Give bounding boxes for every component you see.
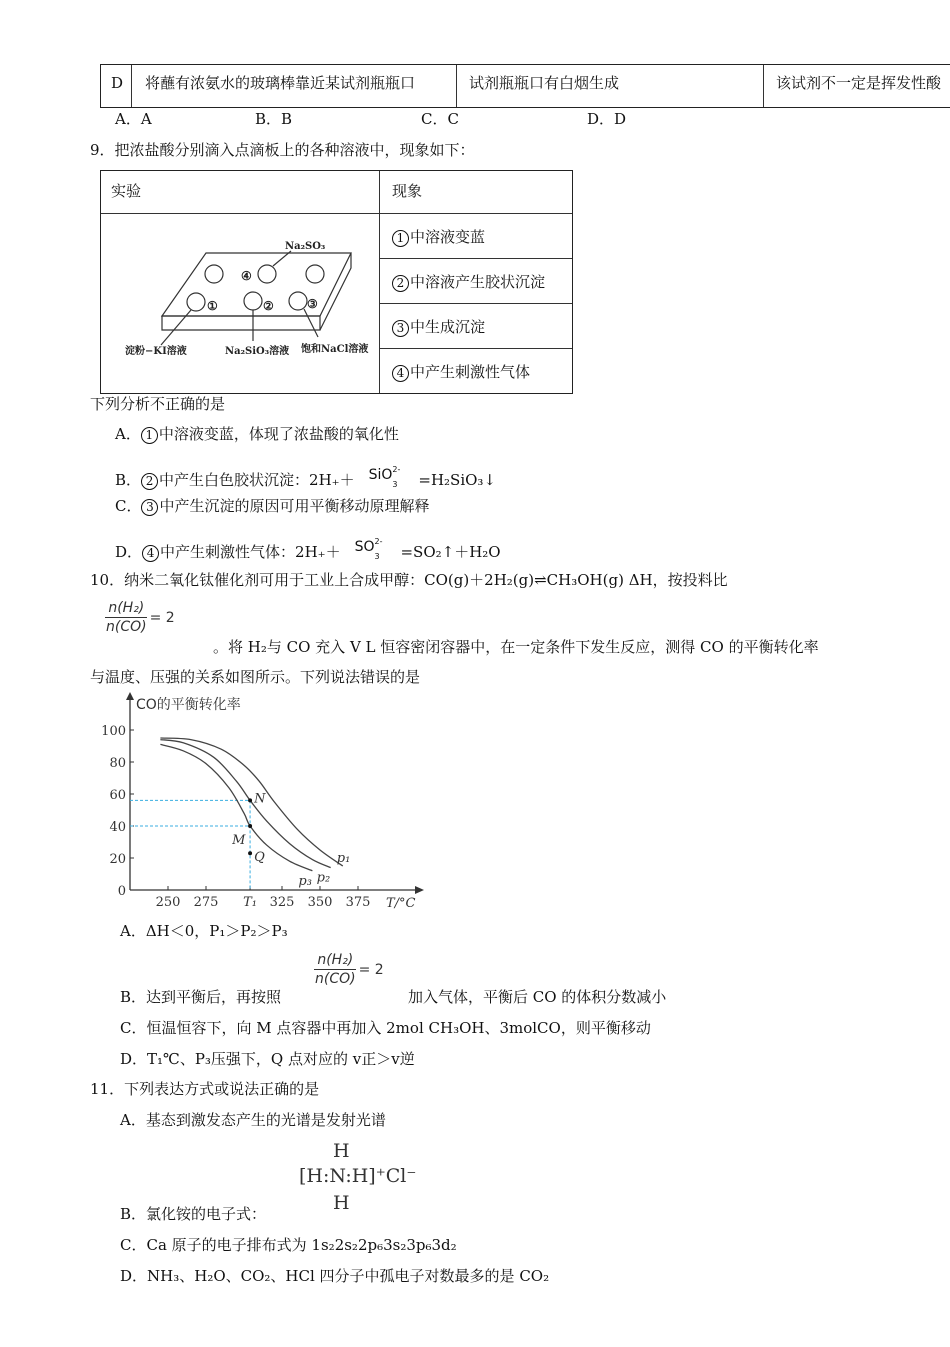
label-starch-ki: 淀粉−KI溶液 [125,346,187,357]
row-label: D [111,74,124,92]
y-tick-label: 60 [109,788,126,803]
q9-question: 下列分析不正确的是 [90,395,226,413]
phenomenon-1: 1 中溶液变蓝 [382,221,495,253]
option-c: C．C [421,110,459,128]
q10-option-d: D．T₁℃、P₃压强下，Q 点对应的 v正＞v逆 [120,1050,415,1068]
x-tick-label: 375 [345,895,371,910]
q10-option-c: C．恒温恒容下，向 M 点容器中再加入 2mol CH₃OH、3molCO，则平衡移动 [120,1019,651,1037]
point-m [248,824,252,828]
x-tick-label: 325 [269,895,295,910]
q11-stem: 11．下列表达方式或说法正确的是 [90,1080,320,1098]
q10-stem-2: 。将 H₂与 CO 充入 V L 恒容密闭容器中，在一定条件下发生反应，测得 CO 的平衡转化率 [213,638,819,656]
curve-p2 [160,740,330,868]
feed-ratio-fraction: $\frac{\text{n(H₂)}}{n(CO)}$ = 2 [106,600,175,635]
q9-option-c: C． 3 中产生沉淀的原因可用平衡移动原理解释 [115,497,430,515]
y-tick-label: 0 [117,884,126,899]
feed-ratio-fraction-b: $\frac{\text{n(H₂)}}{n(CO)}$ = 2 [315,952,384,987]
q11-option-b: B．氯化铵的电子式： [120,1205,267,1223]
q10-option-a: A．ΔH＜0，P₁＞P₂＞P₃ [120,922,288,940]
x-tick-label: T₁ [243,895,258,910]
svg-text:②: ② [263,299,274,313]
phenomenon-cell: 试剂瓶瓶口有白烟生成 [469,74,620,92]
q11-option-a: A．基态到激发态产生的光谱是发射光谱 [120,1111,386,1129]
y-tick-label: 80 [109,756,126,771]
option-b: B．B [255,110,293,128]
x-tick-label: 250 [155,895,181,910]
point-n [248,798,252,802]
header-experiment: 实验 [111,182,142,200]
y-axis-label: CO的平衡转化率 [136,697,241,713]
formula-bottom-h: H [333,1192,350,1214]
series-label: p₂ [316,870,331,886]
svg-text:③: ③ [307,297,318,311]
x-axis-arrow [415,886,424,894]
label-nacl: 饱和NaCl溶液 [301,344,369,355]
ammonium-chloride-formula: [H:N:H]⁺Cl⁻ [299,1165,417,1187]
y-tick-label: 40 [109,820,126,835]
conversion-chart [100,690,430,915]
phenomenon-2: 2 中溶液产生胶状沉淀 [382,266,555,298]
series-label: p₃ [298,873,312,889]
option-d: D．D [587,110,627,128]
formula-top-h: H [333,1140,350,1162]
header-phenomenon: 现象 [392,182,423,200]
point-label: Q [254,850,265,866]
spot-plate-figure [101,213,379,393]
q10-option-b-pre: B．达到平衡后，再按照 [120,988,282,1006]
point-q [248,851,252,855]
q9-option-a: A． 1 中溶液变蓝，体现了浓盐酸的氧化性 [115,425,399,443]
sulfite-ion: SO 2- 3 [354,537,383,561]
y-tick-label: 20 [109,852,126,867]
label-na2sio3: Na₂SiO₃溶液 [225,346,290,357]
phenomenon-4: 4 中产生刺激性气体 [382,356,540,388]
q10-option-b-post: 加入气体，平衡后 CO 的体积分数减小 [408,988,667,1006]
conclusion-cell: 该试剂不一定是挥发性酸 [776,74,942,92]
q11-option-c: C．Ca 原子的电子排布式为 1s₂2s₂2p₆3s₂3p₆3d₂ [120,1236,457,1254]
option-a: A．A [115,110,152,128]
q9-option-d: D． 4 中产生刺激性气体：2H₊＋ SO 2- 3 =SO₂↑＋H₂O [115,537,501,561]
answer-table-row-d [100,64,950,108]
q9-table [100,170,573,394]
q11-option-d: D．NH₃、H₂O、CO₂、HCl 四分子中孤电子对数最多的是 CO₂ [120,1267,550,1285]
silicate-ion: SiO 2- 3 [368,465,401,489]
y-tick-label: 100 [101,724,126,739]
operation-cell: 将蘸有浓氨水的玻璃棒靠近某试剂瓶瓶口 [145,74,416,92]
svg-text:①: ① [207,299,218,313]
curve-p3 [160,744,312,870]
point-label: M [232,833,246,848]
x-tick-label: 275 [193,895,219,910]
y-axis-arrow [126,692,134,700]
label-na2so3: Na₂SO₃ [285,241,326,252]
x-axis-label: T/°C [386,896,416,911]
q10-stem-1: 10．纳米二氧化钛催化剂可用于工业上合成甲醇：CO(g)＋2H₂(g)⇌CH₃OH(g) ΔH，按投料比 [90,571,728,589]
q9-stem: 9．把浓盐酸分别滴入点滴板上的各种溶液中，现象如下： [90,141,475,159]
phenomenon-3: 3 中生成沉淀 [382,311,495,343]
q9-option-b: B． 2 中产生白色胶状沉淀：2H₊＋ SiO 2- 3 =H₂SiO₃↓ [115,465,496,489]
point-label: N [254,791,266,807]
series-label: p₁ [336,851,351,866]
q10-stem-3: 与温度、压强的关系如图所示。下列说法错误的是 [90,668,421,686]
svg-text:④: ④ [241,269,252,283]
x-tick-label: 350 [307,895,333,910]
